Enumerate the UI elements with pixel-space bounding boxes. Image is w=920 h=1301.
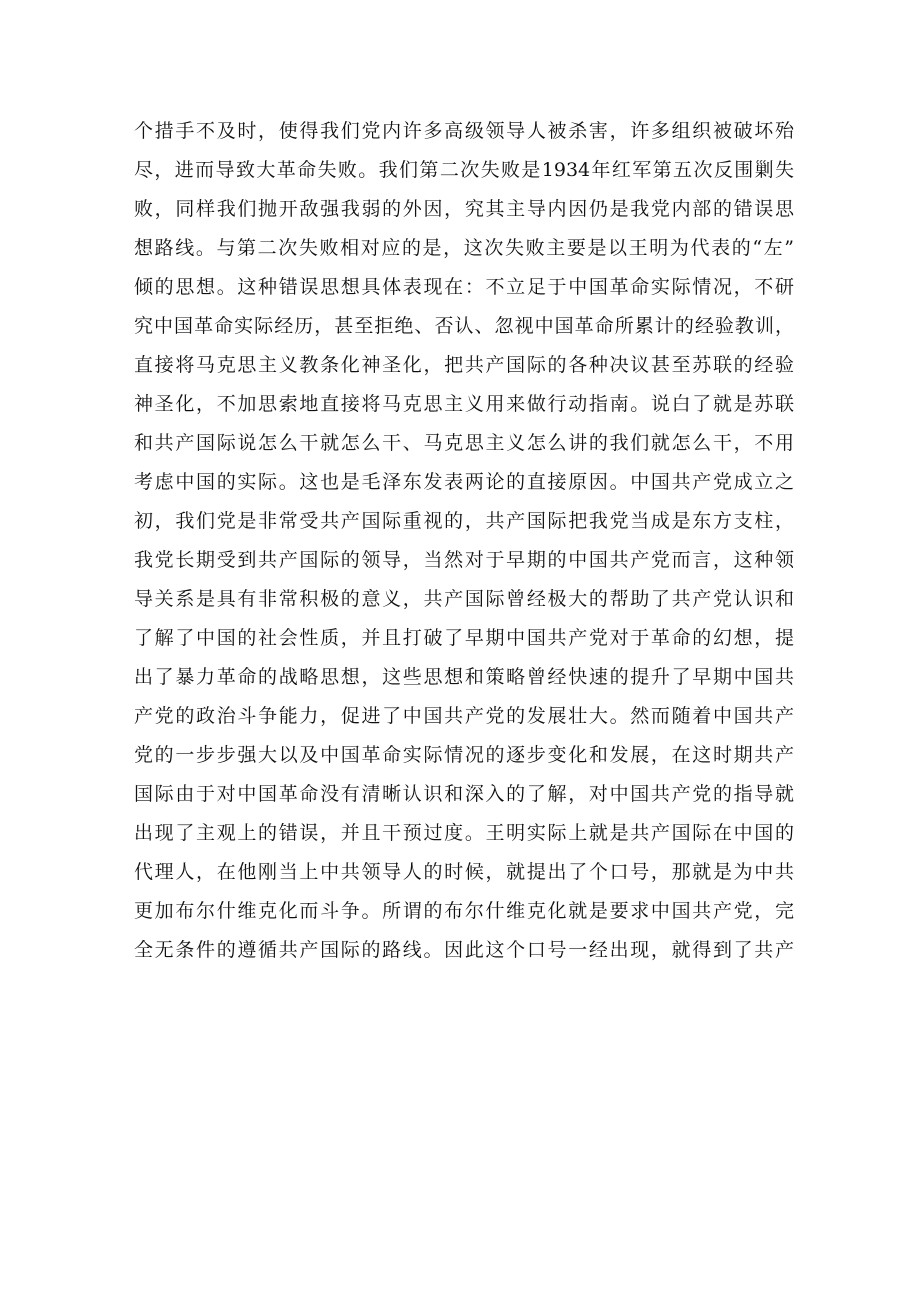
text-line: 直接将马克思主义教条化神圣化，把共产国际的各种决议甚至苏联的经验: [134, 354, 794, 376]
text-line: 导关系是具有非常积极的意义，共产国际曾经极大的帮助了共产党认识和: [134, 588, 794, 610]
text-line: 全无条件的遵循共产国际的路线。因此这个口号一经出现，就得到了共产: [134, 939, 794, 961]
text-line: 个措手不及时，使得我们党内许多高级领导人被杀害，许多组织被破坏殆: [134, 120, 794, 142]
text-line: 代理人，在他刚当上中共领导人的时候，就提出了个口号，那就是为中共: [134, 861, 794, 883]
text-line: 神圣化，不加思索地直接将马克思主义用来做行动指南。说白了就是苏联: [134, 393, 794, 415]
text-line: 党的一步步强大以及中国革命实际情况的逐步变化和发展，在这时期共产: [134, 744, 794, 766]
text-line: 倾的思想。这种错误思想具体表现在：不立足于中国革命实际情况，不研: [134, 276, 794, 298]
text-line: 产党的政治斗争能力，促进了中国共产党的发展壮大。然而随着中国共产: [134, 705, 794, 727]
text-line: 败，同样我们抛开敌强我弱的外因，究其主导内因仍是我党内部的错误思: [134, 198, 794, 220]
body-text: [134, 112, 794, 970]
text-line: 更加布尔什维克化而斗争。所谓的布尔什维克化就是要求中国共产党，完: [134, 900, 794, 922]
text-line: 了解了中国的社会性质，并且打破了早期中国共产党对于革命的幻想，提: [134, 627, 794, 649]
text-line: 初，我们党是非常受共产国际重视的，共产国际把我党当成是东方支柱，: [134, 510, 794, 532]
text-line: 我党长期受到共产国际的领导，当然对于早期的中国共产党而言，这种领: [134, 549, 794, 571]
text-line: 出现了主观上的错误，并且干预过度。王明实际上就是共产国际在中国的: [134, 822, 794, 844]
text-line: 出了暴力革命的战略思想，这些思想和策略曾经快速的提升了早期中国共: [134, 666, 794, 688]
text-line: 究中国革命实际经历，甚至拒绝、否认、忽视中国革命所累计的经验教训，: [134, 315, 794, 337]
text-line: 国际由于对中国革命没有清晰认识和深入的了解，对中国共产党的指导就: [134, 783, 794, 805]
text-line: 和共产国际说怎么干就怎么干、马克思主义怎么讲的我们就怎么干，不用: [134, 432, 794, 454]
text-line: 考虑中国的实际。这也是毛泽东发表两论的直接原因。中国共产党成立之: [134, 471, 794, 493]
text-line: 想路线。与第二次失败相对应的是，这次失败主要是以王明为代表的“左”: [134, 237, 794, 259]
text-line: 尽，进而导致大革命失败。我们第二次失败是1934年红军第五次反围剿失: [134, 159, 794, 181]
